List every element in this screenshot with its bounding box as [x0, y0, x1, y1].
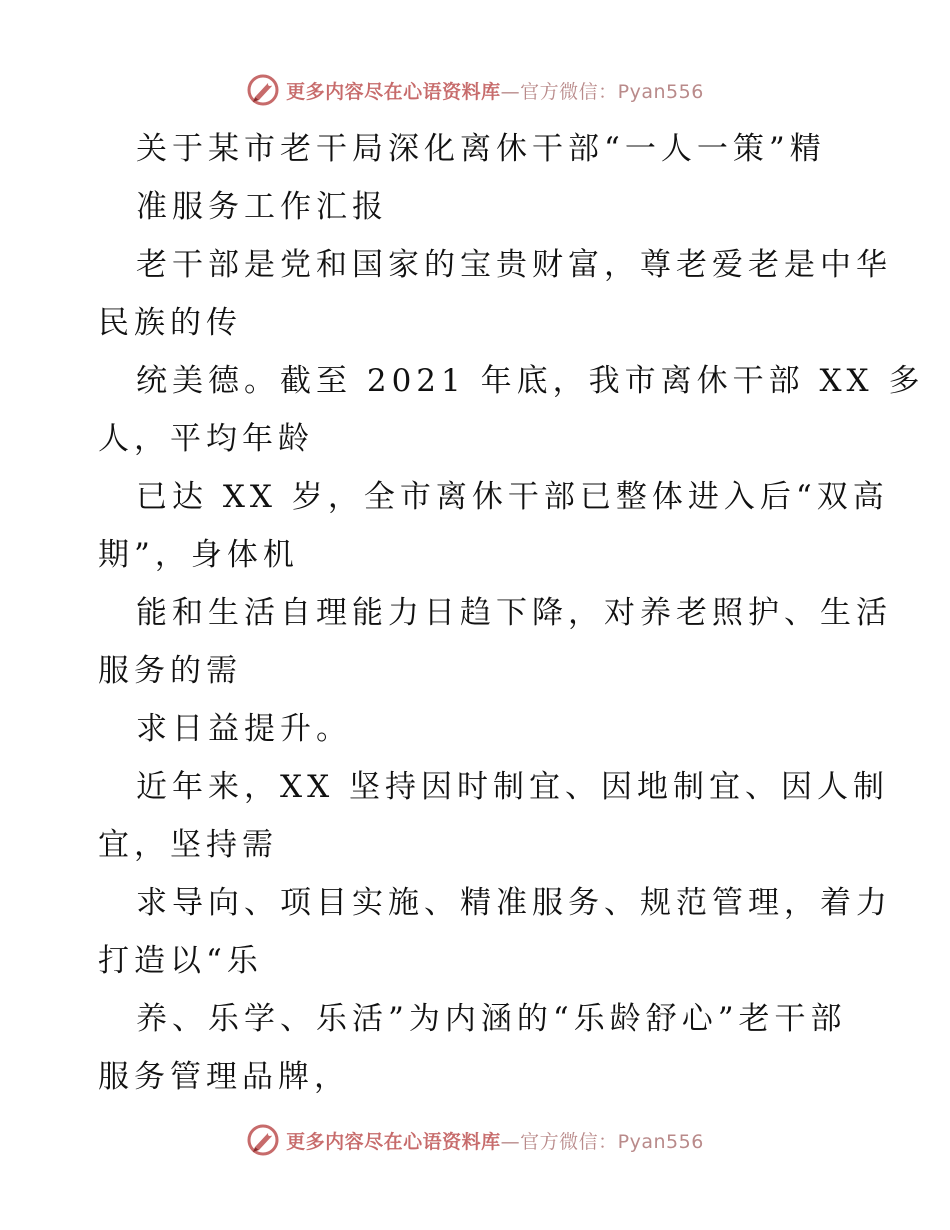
banner-text-sub: —官方微信：Pyan556: [500, 80, 704, 103]
pen-logo-icon: [246, 73, 280, 107]
text-line: 能和生活自理能力日趋下降，对养老照护、生活: [136, 595, 892, 631]
header-banner: [0, 70, 950, 110]
text-line: 求日益提升。: [136, 711, 352, 747]
text-line: 期”，身体机: [98, 537, 299, 573]
text-line: 人，平均年龄: [98, 421, 314, 457]
text-line: 养、乐学、乐活”为内涵的“乐龄舒心”老干部: [136, 1001, 847, 1037]
text-line: 已达 XX 岁，全市离休干部已整体进入后“双高: [136, 479, 889, 515]
text-line: 服务的需: [98, 653, 242, 689]
text-line: 准服务工作汇报: [136, 189, 388, 225]
text-line: 求导向、项目实施、精准服务、规范管理，着力: [136, 885, 892, 921]
document-body: [98, 120, 925, 1106]
text-line: 近年来，XX 坚持因时制宜、因地制宜、因人制: [136, 769, 889, 805]
banner-text: [286, 1127, 704, 1154]
footer-banner: [0, 1120, 950, 1160]
banner-text-main: 更多内容尽在心语资料库: [286, 80, 501, 103]
text-line: 服务管理品牌，: [98, 1059, 350, 1095]
banner-text: [286, 77, 704, 104]
text-line: 打造以“乐: [98, 943, 263, 979]
banner-text-sub: —官方微信：Pyan556: [500, 1130, 704, 1153]
text-line: 老干部是党和国家的宝贵财富，尊老爱老是中华: [136, 247, 892, 283]
text-line: 统美德。截至 2021 年底，我市离休干部 XX 多: [136, 363, 925, 399]
text-line: 宜，坚持需: [98, 827, 278, 863]
text-line: 关于某市老干局深化离休干部“一人一策”精: [136, 131, 826, 167]
text-line: 民族的传: [98, 305, 242, 341]
banner-text-main: 更多内容尽在心语资料库: [286, 1130, 501, 1153]
pen-logo-icon: [246, 1123, 280, 1157]
